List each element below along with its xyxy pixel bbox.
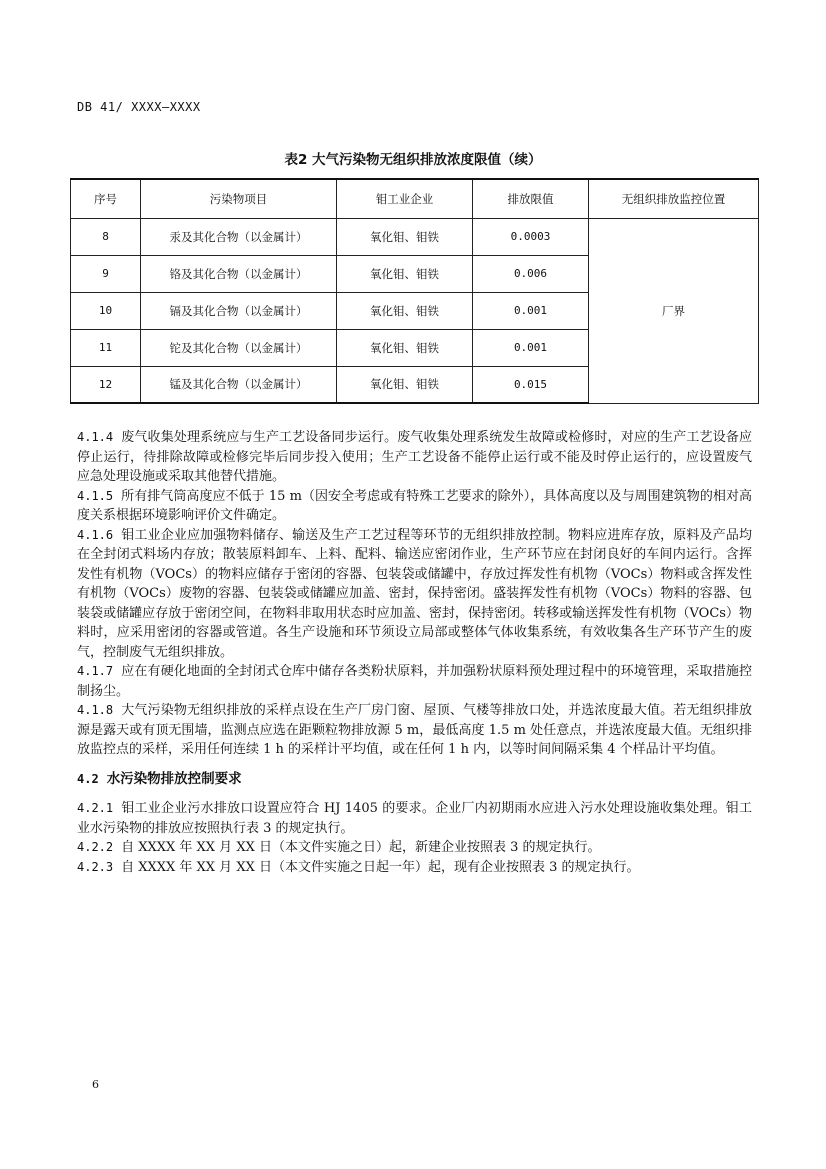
emission-limit: 0.015	[473, 366, 589, 403]
row-number: 12	[71, 366, 141, 403]
emission-limit: 0.001	[473, 329, 589, 366]
row-number: 11	[71, 329, 141, 366]
clause-text: 钼工业企业应加强物料储存、输送及生产工艺过程等环节的无组织排放控制。物料应进库存放，原料及产品均在全封闭式料场内存放；散装原料卸车、上料、配料、输送应密闭作业，生产环节应在封闭良好的车间内运行。含挥发性有机物（VOCs）的物料应储存于密闭的容器、包装袋或储罐中，存放过挥发性有机物（VOCs）物料或含挥发性有机物（VOCs）废物的容器、包装袋或储罐应加盖、密封，保持密闭。盛装挥发性有机物（VOCs）物料的容器、包装袋或储罐应存放于密闭空间，在物料非取用状态时应加盖、密封，保持密闭。转移或输送挥发性有机物（VOCs）物料时，应采用密闭的容器或管道。各生产设施和环节须设立局部或整体气体收集系统，有效收集各生产环节产生的废气，控制废气无组织排放。	[77, 527, 752, 660]
table-title: 表2 大气污染物无组织排放浓度限值（续）	[284, 152, 542, 168]
clause-text: 所有排气筒高度应不低于 15 m（因安全考虑或有特殊工艺要求的除外），具体高度以及与周围建筑物的相对高度关系根据环境影响评价文件确定。	[77, 488, 752, 523]
table-row	[71, 218, 759, 255]
clause-number: 4.1.6	[77, 527, 114, 542]
clause-number: 4.2.2	[77, 840, 114, 854]
column-header: 钼工业企业	[337, 179, 473, 218]
enterprise-type: 氧化钼、钼铁	[337, 329, 473, 366]
column-header: 污染物项目	[141, 179, 337, 218]
emission-limit: 0.001	[473, 292, 589, 329]
page-number: 6	[92, 1078, 99, 1091]
clause-number: 4.2.3	[77, 859, 114, 874]
clause-paragraph	[77, 858, 752, 878]
pollutant-name: 铊及其化合物（以金属计）	[141, 329, 337, 366]
emission-limit: 0.006	[473, 255, 589, 292]
row-number: 8	[71, 218, 141, 255]
enterprise-type: 氧化钼、钼铁	[337, 218, 473, 255]
column-header: 无组织排放监控位置	[589, 179, 759, 218]
emission-limit: 0.0003	[473, 218, 589, 255]
monitor-location: 厂界	[589, 218, 759, 403]
clause-text: 废气收集处理系统应与生产工艺设备同步运行。废气收集处理系统发生故障或检修时，对应的生产工艺设备应停止运行，待排除故障或检修完毕后同步投入使用；生产工艺设备不能停止运行或不能及时停止运行的，应设置废气应急处理设施或采取其他替代措施。	[77, 430, 752, 484]
clause-paragraph	[77, 662, 752, 701]
document-code: DB 41/ XXXX—XXXX	[77, 100, 201, 114]
column-header: 序号	[71, 179, 141, 218]
clause-number: 4.1.4	[77, 430, 114, 444]
row-number: 9	[71, 255, 141, 292]
clause-text: 应在有硬化地面的全封闭式仓库中储存各类粉状原料，并加强粉状原料预处理过程中的环境管理，采取措施控制扬尘。	[77, 664, 752, 699]
section-number: 4.2	[77, 771, 99, 786]
pollutant-name: 汞及其化合物（以金属计）	[141, 218, 337, 255]
clause-number: 4.2.1	[77, 801, 114, 815]
clause-text: 大气污染物无组织排放的采样点设在生产厂房门窗、屋顶、气楼等排放口处，并选浓度最大值。若无组织排放源是露天或有顶无围墙，监测点应选在距颗粒物排放源 5 m，最低高度 1.5 m 处任意点，并选浓度最大值。无组织排放监控点的采样，采用任何连续 1 h 的采样计平均值，或在任何 1 h 内，以等时间间隔采集 4 个样品计平均值。	[77, 703, 752, 757]
clause-text: 自 XXXX 年 XX 月 XX 日（本文件实施之日）起，新建企业按照表 3 的规定执行。	[121, 840, 601, 855]
clause-paragraph	[77, 487, 752, 526]
clause-paragraph	[77, 526, 752, 663]
section-title-text: 水污染物排放控制要求	[106, 770, 242, 787]
emission-limits-table	[70, 178, 759, 404]
pollutant-name: 铬及其化合物（以金属计）	[141, 255, 337, 292]
clause-text: 钼工业企业污水排放口设置应符合 HJ 1405 的要求。企业厂内初期雨水应进入污水处理设施收集处理。钼工业水污染物的排放应按照执行表 3 的规定执行。	[77, 801, 752, 836]
clause-number: 4.1.7	[77, 664, 114, 678]
pollutant-name: 锰及其化合物（以金属计）	[141, 366, 337, 403]
body-text	[77, 428, 752, 877]
clause-paragraph	[77, 701, 752, 760]
clause-paragraph	[77, 428, 752, 487]
column-header: 排放限值	[473, 179, 589, 218]
section-heading	[77, 770, 752, 790]
clause-number: 4.1.8	[77, 703, 114, 717]
table-header-row	[71, 179, 759, 218]
enterprise-type: 氧化钼、钼铁	[337, 366, 473, 403]
clause-number: 4.1.5	[77, 488, 114, 503]
enterprise-type: 氧化钼、钼铁	[337, 292, 473, 329]
pollutant-name: 镉及其化合物（以金属计）	[141, 292, 337, 329]
clause-text: 自 XXXX 年 XX 月 XX 日（本文件实施之日起一年）起，现有企业按照表 3 的规定执行。	[121, 859, 640, 875]
clause-paragraph	[77, 838, 752, 858]
clause-paragraph	[77, 799, 752, 838]
row-number: 10	[71, 292, 141, 329]
enterprise-type: 氧化钼、钼铁	[337, 255, 473, 292]
